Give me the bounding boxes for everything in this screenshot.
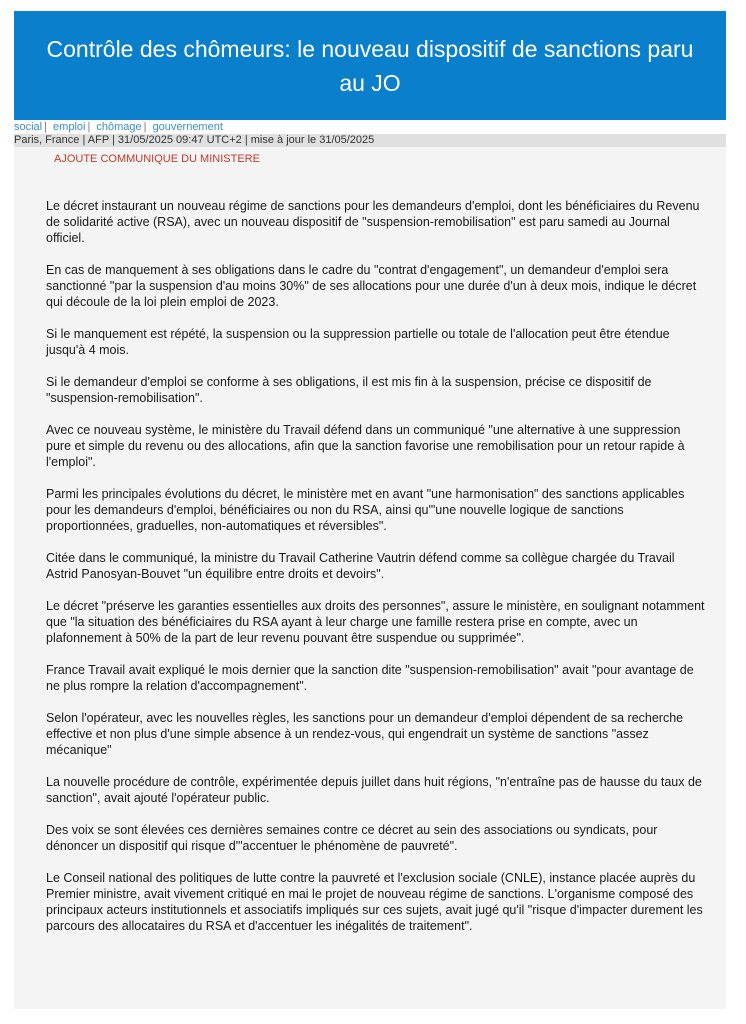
tag-social[interactable]: social (14, 121, 43, 133)
article-content (14, 147, 726, 1009)
tag-emploi[interactable]: emploi (53, 121, 86, 133)
article-meta-line: Paris, France | AFP | 31/05/2025 09:47 UTC+2 | mise à jour le 31/05/2025 (14, 134, 375, 146)
article-paragraph: En cas de manquement à ses obligations dans le cadre du "contrat d'engagement", un demandeur d'emploi sera sanctionné "par la suspension d'au moins 30%" de ses allocations pour une durée d'un à deux mois, indique le décret qui découle de la loi plein emploi de 2023. (46, 263, 697, 309)
article-paragraph: Si le demandeur d'emploi se conforme à ses obligations, il est mis fin à la suspension, précise ce dispositif de "suspension-remobilisation". (46, 375, 652, 405)
article-body (46, 198, 706, 950)
article-paragraph: La nouvelle procédure de contrôle, expérimentée depuis juillet dans huit régions, "n'entraîne pas de hausse du taux de sanction", avait ajouté l'opérateur public. (46, 775, 702, 805)
article-paragraph: Avec ce nouveau système, le ministère du Travail défend dans un communiqué "une alternative à une suppression pure et simple du revenu ou des allocations, afin que la sanction favorise une remobilisation pour un retour rapide à l'emploi". (46, 423, 685, 469)
article-paragraph: Des voix se sont élevées ces dernières semaines contre ce décret au sein des associations ou syndicats, pour dénoncer un dispositif qui risque d'"accentuer le phénomène de pauvreté". (46, 823, 658, 853)
tag-separator: | (44, 121, 47, 133)
article-meta-bar (14, 134, 726, 147)
tag-separator: | (87, 121, 91, 133)
article-paragraph: Citée dans le communiqué, la ministre du Travail Catherine Vautrin défend comme sa collègue chargée du Travail Astrid Panosyan-Bouvet "un équilibre entre droits et devoirs". (46, 551, 675, 581)
article-paragraph: Le Conseil national des politiques de lutte contre la pauvreté et l'exclusion sociale (CNLE), instance placée auprès du Premier ministre, avait vivement critiqué en mai le projet de nouveau régime de sanctions. L'organisme composé des principaux acteurs institutionnels et associatifs impliqués sur ces sujets, avait jugé qu'il "risque d'impacter durement les parcours des allocataires du RSA et d'accentuer les inégalités de traitement". (46, 871, 703, 933)
tag-chomage[interactable]: chômage (96, 121, 142, 133)
tag-separator: | (143, 121, 147, 133)
article-paragraph: Parmi les principales évolutions du décret, le ministère met en avant "une harmonisation" des sanctions applicables pour les demandeurs d'emploi, bénéficiaires ou non du RSA, ainsi qu'"une nouvelle logique de sanctions proportionnées, graduelles, non-automatiques et réversibles". (46, 487, 685, 533)
article-paragraph: France Travail avait expliqué le mois dernier que la sanction dite "suspension-remobilisation" avait "pour avantage de ne plus rompre la relation d'accompagnement". (46, 663, 694, 693)
article-paragraph: Le décret instaurant un nouveau régime de sanctions pour les demandeurs d'emploi, dont les bénéficiaires du Revenu de solidarité active (RSA), avec un nouveau dispositif de "suspension-remobilisation" est paru samedi au Journal officiel. (46, 199, 700, 245)
article-paragraph: Selon l'opérateur, avec les nouvelles règles, les sanctions pour un demandeur d'emploi dépendent de sa recherche effective et non plus d'une simple absence à un rendez-vous, qui engendrait un système de sanctions "assez mécanique" (46, 711, 684, 757)
article-paragraph: Si le manquement est répété, la suspension ou la suppression partielle ou totale de l'allocation peut être étendue jusqu'à 4 mois. (46, 327, 670, 357)
article-title: Contrôle des chômeurs: le nouveau dispositif de sanctions paru au JO (46, 35, 694, 96)
update-notice: AJOUTE COMMUNIQUE DU MINISTERE (54, 153, 260, 165)
tag-list (14, 121, 223, 134)
article-paragraph: Le décret "préserve les garanties essentielles aux droits des personnes", assure le ministère, en soulignant notamment que "la situation des bénéficiaires du RSA ayant à leur charge une famille restera prise en compte, avec un plafonnement à 50% de la part de leur revenu pouvant être suspendue ou supprimée". (46, 599, 705, 645)
tag-gouvernement[interactable]: gouvernement (152, 121, 223, 133)
article-header (14, 11, 726, 120)
